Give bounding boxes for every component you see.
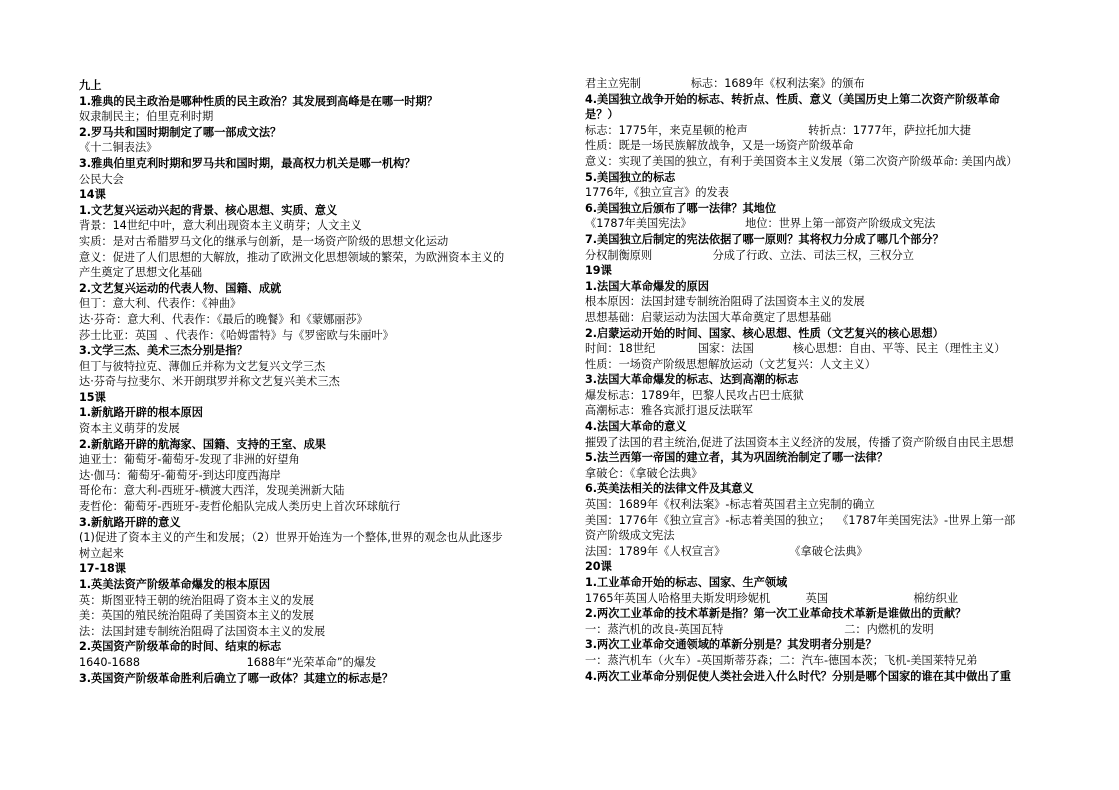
left-column (79, 78, 557, 686)
answer-line: 时间：18世纪 国家：法国 核心思想：自由、平等、民主（理性主义） (585, 342, 1006, 356)
answer-line: 英：斯图亚特王朝的统治阻碍了资本主义的发展 (79, 593, 314, 607)
lesson-heading: 17-18课 (79, 562, 126, 576)
answer-line: 意义：促进了人们思想的大解放，推动了欧洲文化思想领域的繁荣，为欧洲资本主义的 (79, 250, 505, 264)
lesson-heading: 15课 (79, 390, 106, 404)
question-line: 是？） (585, 108, 619, 122)
answer-line: 分权制衡原则 分成了行政、立法、司法三权，三权分立 (585, 248, 914, 262)
lesson-heading: 14课 (79, 188, 106, 202)
answer-line: 拿破仑：《拿破仑法典》 (585, 466, 703, 480)
answer-line: 摧毁了法国的君主统治,促进了法国资本主义经济的发展，传播了资产阶级自由民主思想 (585, 435, 1014, 449)
answer-line: 根本原因：法国封建专制统治阻碍了法国资本主义的发展 (585, 295, 865, 309)
answer-line: 性质：一场资产阶级思想解放运动（文艺复兴：人文主义） (585, 357, 876, 371)
answer-line: 意义：实现了美国的独立，有利于美国资本主义发展（第二次资产阶级革命: 美国内战） (585, 154, 1018, 168)
answer-line: 《十二铜表法》 (79, 141, 158, 155)
question-line: 2.新航路开辟的航海家、国籍、支持的王室、成果 (79, 437, 326, 451)
answer-line: 迪亚士：葡萄牙-葡萄牙-发现了非洲的好望角 (79, 453, 300, 467)
answer-line: 莎士比亚：英国 、代表作：《哈姆雷特》与《罗密欧与朱丽叶》 (79, 328, 394, 342)
lesson-heading: 19课 (585, 264, 612, 278)
question-line: 3.新航路开辟的意义 (79, 515, 181, 529)
question-line: 3.两次工业革命交通领域的革新分别是？其发明者分别是？ (585, 638, 877, 652)
question-line: 1.雅典的民主政治是哪种性质的民主政治？其发展到高峰是在哪一时期？ (79, 94, 438, 108)
question-line: 4.法国大革命的意义 (585, 420, 687, 434)
right-column (585, 76, 1050, 684)
question-line: 2.两次工业革命的技术革新是指？第一次工业革命技术革新是谁做出的贡献？ (585, 607, 967, 621)
answer-line: 哥伦布：意大利-西班牙-横渡大西洋，发现美洲新大陆 (79, 484, 345, 498)
question-line: 1.文艺复兴运动兴起的背景、核心思想、实质、意义 (79, 203, 338, 217)
answer-line: 英国：1689年《权利法案》-标志着英国君主立宪制的确立 (585, 498, 875, 512)
question-line: 5.法兰西第一帝国的建立者，其为巩固统治制定了哪一法律？ (585, 451, 888, 465)
question-line: 1.法国大革命爆发的原因 (585, 279, 709, 293)
question-line: 3.文学三杰、美术三杰分别是指？ (79, 344, 248, 358)
question-line: 2.英国资产阶级革命的时间、结束的标志 (79, 640, 282, 654)
question-line: 1.英美法资产阶级革命爆发的根本原因 (79, 578, 271, 591)
question-line: 1.工业革命开始的标志、国家、生产领域 (585, 576, 788, 589)
question-line: 3.英国资产阶级革命胜利后确立了哪一政体？其建立的标志是？ (79, 671, 394, 685)
question-line: 2.罗马共和国时期制定了哪一部成文法？ (79, 125, 282, 139)
answer-line: 一：蒸汽机车（火车）-英国斯蒂芬森；二：汽车-德国本茨；飞机-美国莱特兄弟 (585, 653, 978, 667)
answer-line: 美国：1776年《独立宣言》-标志着美国的独立； 《1787年美国宪法》-世界上第一部 (585, 513, 1016, 527)
answer-line: (1)促进了资本主义的产生和发展；（2）世界开始连为一个整体,世界的观念也从此逐步 (79, 531, 503, 545)
question-line: 6.英美法相关的法律文件及其意义 (585, 482, 754, 496)
question-line: 3.法国大革命爆发的标志、达到高潮的标志 (585, 373, 799, 387)
question-line: 6.美国独立后颁布了哪一法律？其地位 (585, 201, 777, 215)
answer-line: 达·伽马：葡萄牙-葡萄牙-到达印度西海岸 (79, 468, 281, 482)
answer-line: 达·芬奇与拉斐尔、米开朗琪罗并称文艺复兴美术三杰 (79, 375, 340, 389)
answer-line: 法：法国封建专制统治阻碍了法国资本主义的发展 (79, 624, 326, 638)
answer-line: 法国：1789年《人权宣言》 《拿破仑法典》 (585, 544, 868, 558)
question-line: 4.美国独立战争开始的标志、转折点、性质、意义（美国历史上第二次资产阶级革命 (585, 92, 1000, 106)
answer-line: 实质：是对古希腊罗马文化的继承与创新，是一场资产阶级的思想文化运动 (79, 234, 449, 248)
question-line: 5.美国独立的标志 (585, 170, 676, 184)
question-line: 2.启蒙运动开始的时间、国家、核心思想、性质（文艺复兴的核心思想） (585, 326, 944, 340)
answer-line: 爆发标志：1789年，巴黎人民攻占巴士底狱 (585, 388, 804, 402)
answer-line: 高潮标志：雅各宾派打退反法联军 (585, 404, 753, 418)
answer-line: 但丁与彼特拉克、薄伽丘并称为文艺复兴文学三杰 (79, 359, 326, 373)
lesson-heading: 九上 (79, 79, 102, 92)
question-line: 7.美国独立后制定的宪法依据了哪一原则？其将权力分成了哪几个部分？ (585, 232, 944, 246)
question-line: 4.两次工业革命分别促使人类社会进入什么时代？分别是哪个国家的谁在其中做出了重 (585, 669, 1011, 683)
answer-line: 资本主义萌芽的发展 (79, 422, 180, 436)
answer-line: 公民大会 (79, 172, 124, 186)
answer-line: 背景：14世纪中叶，意大利出现资本主义萌芽；人文主义 (79, 219, 362, 233)
lesson-heading: 20课 (585, 560, 612, 574)
answer-line: 思想基础：启蒙运动为法国大革命奠定了思想基础 (585, 310, 832, 324)
answer-line: 产生奠定了思想文化基础 (79, 266, 203, 280)
answer-line: 资产阶级成文宪法 (585, 529, 675, 543)
answer-line: 美：英国的殖民统治阻碍了美国资本主义的发展 (79, 609, 314, 623)
answer-line: 但丁：意大利、代表作：《神曲》 (79, 297, 242, 311)
question-line: 3.雅典伯里克利时期和罗马共和国时期，最高权力机关是哪一机构？ (79, 156, 416, 170)
question-line: 1.新航路开辟的根本原因 (79, 406, 203, 420)
answer-line: 树立起来 (79, 546, 124, 560)
answer-line: 一：蒸汽机的改良-英国瓦特 二：内燃机的发明 (585, 622, 934, 636)
answer-line: 性质：既是一场民族解放战争，又是一场资产阶级革命 (585, 139, 854, 153)
answer-line: 麦哲伦：葡萄牙-西班牙-麦哲伦船队完成人类历史上首次环球航行 (79, 500, 401, 514)
answer-line: 1640-1688 1688年“光荣革命”的爆发 (79, 655, 377, 669)
answer-line: 奴隶制民主；伯里克利时期 (79, 110, 214, 124)
answer-line: 达·芬奇：意大利、代表作：《最后的晚餐》和《蒙娜丽莎》 (79, 312, 368, 326)
question-line: 2.文艺复兴运动的代表人物、国籍、成就 (79, 281, 282, 295)
answer-line: 君主立宪制 标志：1689年《权利法案》的颁布 (585, 77, 865, 90)
answer-line: 1765年英国人哈格里夫斯发明珍妮机 英国 棉纺织业 (585, 591, 959, 605)
answer-line: 1776年,《独立宣言》的发表 (585, 186, 729, 200)
answer-line: 《1787年美国宪法》 地位：世界上第一部资产阶级成文宪法 (585, 217, 936, 231)
answer-line: 标志：1775年，来克星顿的枪声 转折点：1777年，萨拉托加大捷 (585, 123, 971, 137)
